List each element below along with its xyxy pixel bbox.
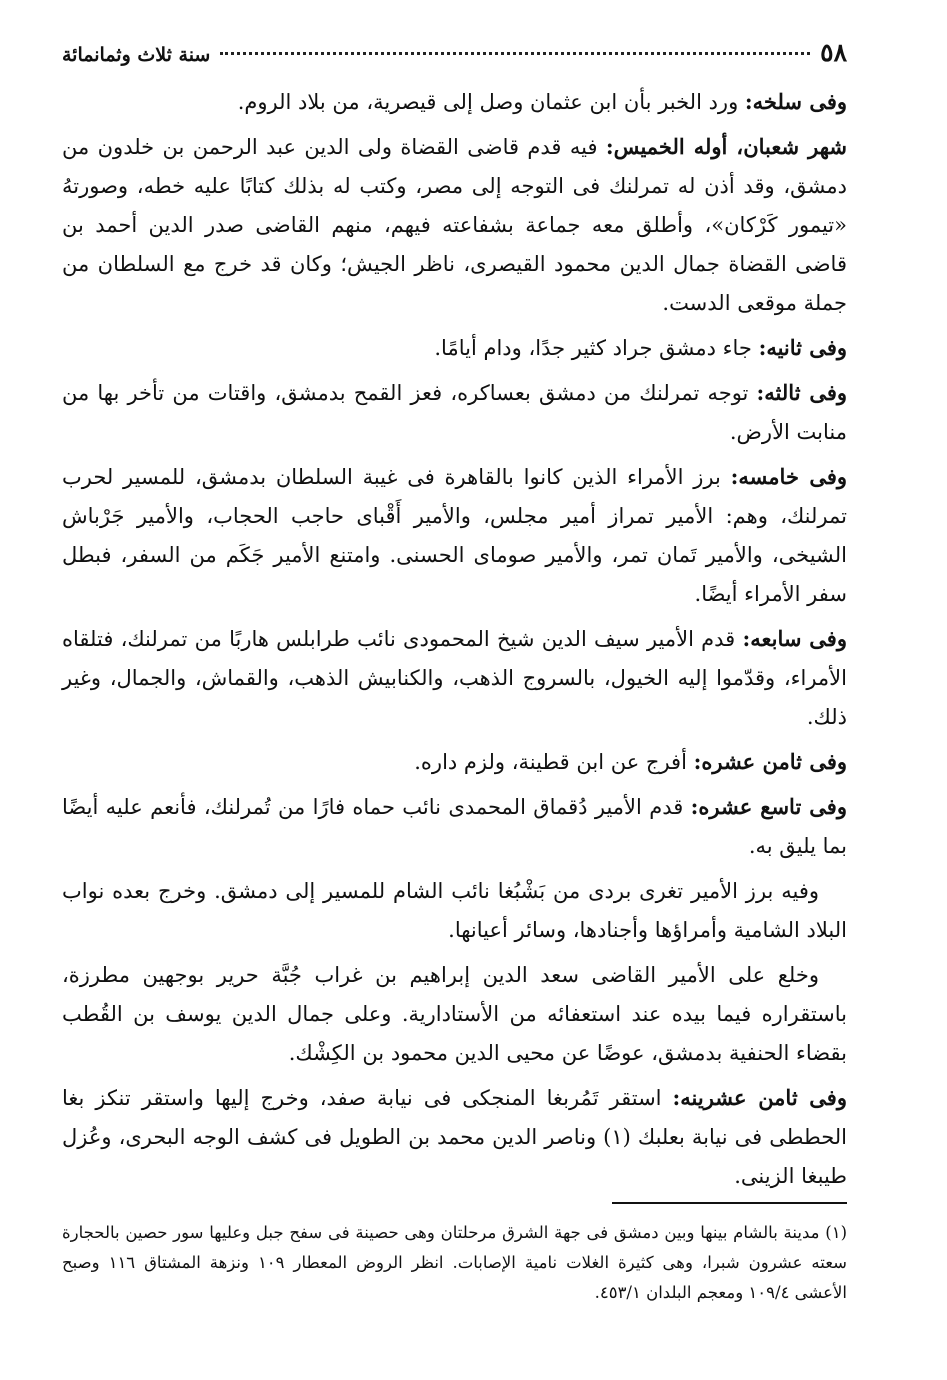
footnotes [62,1218,847,1308]
paragraph-barz [62,871,847,950]
paragraph-text: ورد الخبر بأن ابن عثمان وصل إلى قيصرية، من بلاد الروم. [237,90,745,114]
footnote-1: (١) مدينة بالشام بينها وبين دمشق فى جهة الشرق مرحلتان وهى حصينة فى سفح جبل وعليها سور حصين بالحجارة سعته عشرون شبرا، وهى كثيرة الغلات نامية الإصابات. انظر الروض المعطار ١٠٩ ونزهة المشتاق ١١٦ وصبح الأعشى ١٠٩/٤ ومعجم البلدان ٤٥٣/١. [62,1223,847,1302]
paragraph-text: توجه تمرلنك من دمشق بعساكره، فعز القمح بدمشق، واقتات من تأخر بها من منابت الأرض. [62,381,847,444]
paragraph-nineteenth [62,787,847,866]
paragraph-text: وخلع على الأمير القاضى سعد الدين إبراهيم بن غراب جُبَّة حرير بوجهين مطرزة، باستقراره فيما بيده عند استعفائه من الأستادارية. وعلى جمال الدين يوسف بن القُطب بقضاء الحنفية بدمشق، عوضًا عن محيى الدين محمود بن الكِشْك. [62,963,847,1065]
paragraph-text: فيه قدم قاضى القضاة ولى الدين عبد الرحمن بن خلدون من دمشق، وقد أذن له تمرلنك فى التوجه إلى مصر، وكتب له بذلك كتابًا عليه خطه، وصورتهُ «تيمور كَرْكان»، وأطلق معه جماعة بشفاعته فيهم، منهم القاضى صدر الدين أحمد بن قاضى القضاة جمال الدين محمود القيصرى، ناظر الجيش؛ وكان قد خرج مع السلطان من جملة موقعى الدست. [62,135,847,315]
paragraph-lead: وفى سابعه: [742,626,847,651]
paragraph-text: جاء دمشق جراد كثير جدًا، ودام أيامًا. [434,336,759,360]
paragraph-shaban [62,127,847,323]
running-title: سنة ثلاث وثمانمائة [62,44,211,66]
page-number: ٥٨ [820,38,847,67]
paragraph-text: أفرج عن ابن قطينة، ولزم داره. [414,750,694,774]
paragraph-lead: شهر شعبان، أوله الخميس: [605,134,847,159]
paragraph-text: استقر تَمُربغا المنجكى فى نيابة صفد، وخرج إليها واستقر تنكز بغا الحططى فى نيابة بعلبك (١) وناصر الدين محمد بن الطويل فى كشف الوجه البحرى، وعُزل طيبغا الزينى. [62,1086,848,1188]
paragraph-lead: وفى سلخه: [744,89,847,114]
paragraph-seventh [62,619,847,737]
page-header [62,38,847,82]
main-text [62,82,847,1196]
paragraph-eighteenth [62,742,847,782]
paragraph-lead: وفى ثالثه: [756,380,847,405]
paragraph-lead: وفى ثانيه: [758,335,847,360]
paragraph-second [62,328,847,368]
paragraph-text: برز الأمراء الذين كانوا بالقاهرة فى غيبة السلطان بدمشق، للمسير لحرب تمرلنك، وهم: الأمير تمراز أمير مجلس، والأمير أَقْباى حاجب الحجاب، والأمير جَرْباش الشيخى، والأمير تَمان تمر، والأمير صوماى الحسنى. وامتنع الأمير جَكَم من السفر، فبطل سفر الأمراء أيضًا. [62,465,847,606]
paragraph-lead: وفى تاسع عشره: [690,794,847,819]
paragraph-third [62,373,847,452]
paragraph-lead: وفى ثامن عشرينه: [672,1085,847,1110]
paragraph-text: قدم الأمير دُقماق المحمدى نائب حماه فارًا من تُمرلنك، فأنعم عليه أيضًا بما يليق به. [62,795,847,858]
paragraph-text: وفيه برز الأمير تغرى بردى من بَشْبُغا نائب الشام للمسير إلى دمشق. وخرج بعده نواب البلاد الشامية وأمراؤها وأجنادها، وسائر أعيانها. [62,879,847,942]
paragraph-text: قدم الأمير سيف الدين شيخ المحمودى نائب طرابلس هاربًا من تمرلنك، فتلقاه الأمراء، وقدّموا إليه الخيول، بالسروج الذهب، والكنابيش الذهب، والقماش، والجمال، وغير ذلك. [62,627,847,729]
paragraph-lead: وفى ثامن عشره: [693,749,847,774]
paragraph-salkh [62,82,847,122]
paragraph-fifth [62,457,847,614]
paragraph-lead: وفى خامسه: [730,464,848,489]
book-page [62,38,847,1360]
paragraph-khila [62,955,847,1073]
paragraph-twenty-eighth [62,1078,847,1196]
footnote-separator [612,1202,847,1204]
leader-dots [220,52,810,55]
